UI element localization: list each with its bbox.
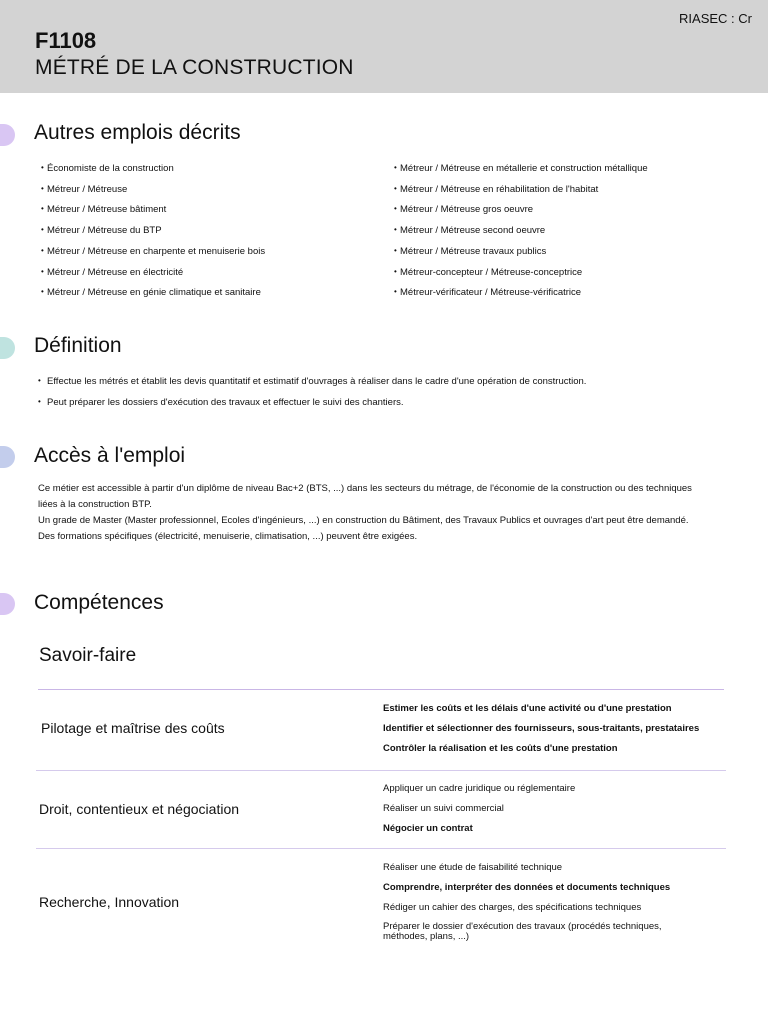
other-job-item: • Métreur / Métreuse en réhabilitation de l'habitat	[400, 184, 598, 195]
skill-item: Réaliser un suivi commercial	[383, 803, 504, 814]
page-header	[0, 0, 768, 93]
other-job-item: • Métreur / Métreuse en génie climatique et sanitaire	[47, 287, 261, 298]
skill-item: Appliquer un cadre juridique ou réglementaire	[383, 783, 576, 794]
other-job-item: • Métreur / Métreuse bâtiment	[47, 204, 166, 215]
skill-item: Estimer les coûts et les délais d'une activité ou d'une prestation	[383, 703, 672, 714]
skill-item: Comprendre, interpréter des données et documents techniques	[383, 882, 671, 893]
skill-item: Identifier et sélectionner des fournisseurs, sous-traitants, prestataires	[383, 723, 700, 734]
table-row-divider	[36, 848, 726, 849]
other-job-item: • Métreur-vérificateur / Métreuse-vérificatrice	[400, 287, 581, 298]
section-title-definition: Définition	[34, 334, 122, 357]
other-job-item: • Métreur / Métreuse en métallerie et construction métallique	[400, 163, 648, 174]
access-paragraph: Un grade de Master (Master professionnel, Ecoles d'ingénieurs, ...) en construction du Bâtiment, des Travaux Publics et ouvrages d'art peut être demandé.	[38, 515, 689, 526]
skill-item: Contrôler la réalisation et les coûts d'une prestation	[383, 743, 618, 754]
other-job-item: • Métreur / Métreuse travaux publics	[400, 246, 546, 257]
section-title-acces: Accès à l'emploi	[34, 444, 186, 467]
table-top-rule	[38, 689, 724, 690]
access-text	[38, 481, 698, 545]
skill-category-label: Pilotage et maîtrise des coûts	[41, 720, 225, 736]
skill-item: Négocier un contrat	[383, 823, 473, 834]
other-job-item: • Métreur / Métreuse	[47, 184, 127, 195]
other-job-item: • Métreur / Métreuse second oeuvre	[400, 225, 545, 236]
skill-item: Réaliser une étude de faisabilité technique	[383, 862, 563, 873]
access-paragraph: Ce métier est accessible à partir d'un diplôme de niveau Bac+2 (BTS, ...) dans les secteurs du métrage, de l'économie de la construction ou des techniques liées à la construction BTP.	[38, 483, 692, 510]
subsection-savoir-faire: Savoir-faire	[39, 645, 137, 666]
other-job-item: • Économiste de la construction	[47, 163, 174, 174]
section-marker-autres	[0, 124, 15, 146]
section-title-autres: Autres emplois décrits	[34, 121, 241, 144]
other-job-item: • Métreur / Métreuse en charpente et menuiserie bois	[47, 246, 265, 257]
riasec-code: RIASEC : Cr	[679, 11, 752, 26]
section-title-competences: Compétences	[34, 591, 164, 614]
definition-item: • Peut préparer les dossiers d'exécution des travaux et effectuer le suivi des chantiers.	[47, 397, 404, 408]
page-title: MÉTRÉ DE LA CONSTRUCTION	[35, 56, 354, 79]
section-marker-competences	[0, 593, 15, 615]
definition-item: • Effectue les métrés et établit les devis quantitatif et estimatif d'ouvrages à réaliser dans le cadre d'une opération de construction.	[47, 376, 586, 387]
other-job-item: • Métreur-concepteur / Métreuse-conceptrice	[400, 267, 582, 278]
skill-category-label: Droit, contentieux et négociation	[39, 801, 240, 817]
access-paragraph: Des formations spécifiques (électricité, menuiserie, climatisation, ...) peuvent être exigées.	[38, 531, 418, 542]
skill-item: Rédiger un cahier des charges, des spécifications techniques	[383, 902, 642, 913]
skill-category-label: Recherche, Innovation	[39, 894, 180, 910]
other-job-item: • Métreur / Métreuse en électricité	[47, 267, 183, 278]
section-marker-definition	[0, 337, 15, 359]
skill-item: Préparer le dossier d'exécution des travaux (procédés techniques, méthodes, plans, ...)	[383, 921, 662, 942]
section-marker-acces	[0, 446, 15, 468]
other-job-item: • Métreur / Métreuse du BTP	[47, 225, 162, 236]
table-row-divider	[36, 770, 726, 771]
job-code: F1108	[35, 28, 97, 53]
other-job-item: • Métreur / Métreuse gros oeuvre	[400, 204, 533, 215]
